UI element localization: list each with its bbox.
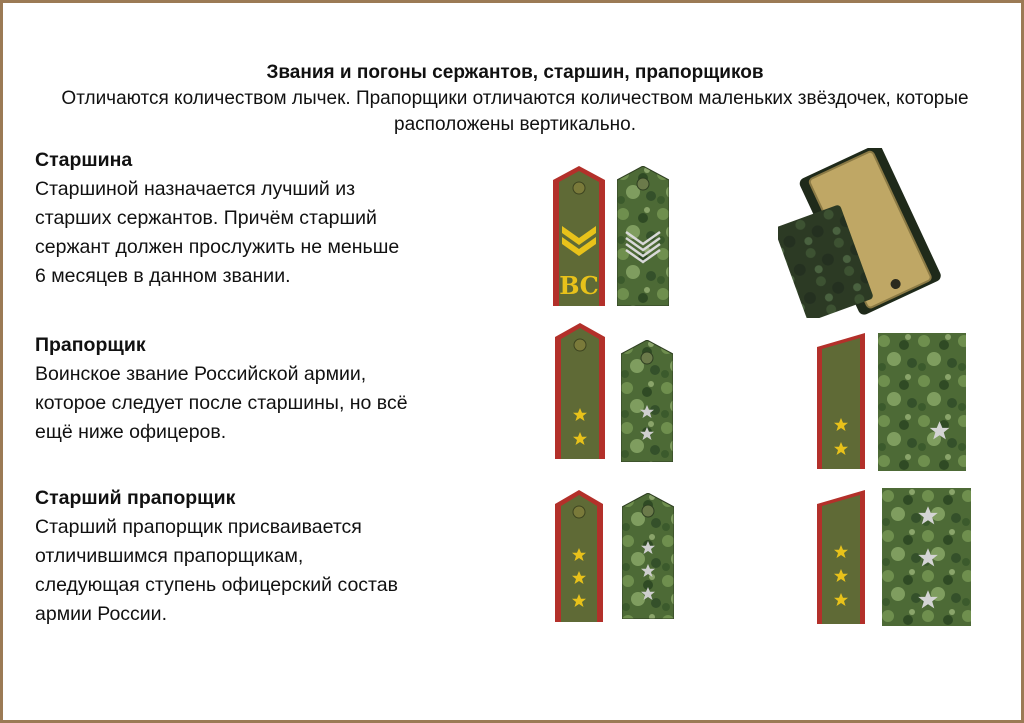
praporshchik-olive-strap-photo <box>817 333 865 469</box>
praporshchik-camo-strap-photo <box>878 333 966 471</box>
section-line: армии России. <box>35 603 167 625</box>
starshina-camo-shoulder-strap <box>617 166 669 306</box>
button-icon <box>642 505 654 517</box>
button-icon <box>637 178 649 190</box>
section-line: отличившимся прапорщикам, <box>35 545 304 567</box>
section-line: которое следует после старшины, но всё <box>35 392 408 414</box>
senior-praporshchik-olive-shoulder-strap <box>555 490 603 622</box>
button-icon <box>573 182 585 194</box>
section-heading: Прапорщик <box>35 334 146 356</box>
button-icon <box>573 506 585 518</box>
senior-praporshchik-camo-shoulder-strap <box>622 493 674 619</box>
senior-praporshchik-olive-strap-photo <box>817 490 865 624</box>
senior-praporshchik-camo-strap-photo <box>882 488 971 626</box>
title-block <box>40 60 990 138</box>
praporshchik-camo-shoulder-strap <box>621 340 673 462</box>
button-icon <box>641 352 653 364</box>
section-senior-praporshchik <box>35 484 505 629</box>
starshina-olive-shoulder-strap <box>553 166 605 306</box>
button-icon <box>574 339 586 351</box>
section-heading: Старшина <box>35 149 133 171</box>
page-subtitle: Отличаются количеством лычек. Прапорщики отличаются количеством маленьких звёздочек, которые расположены вертикально. <box>61 88 969 135</box>
section-heading: Старший прапорщик <box>35 487 236 509</box>
section-line: Старшиной назначается лучший из <box>35 178 356 200</box>
section-line: следующая ступень офицерский состав <box>35 574 398 596</box>
section-praporshchik <box>35 331 505 447</box>
section-line: старших сержантов. Причём старший <box>35 207 377 229</box>
strap-letters: ВС <box>559 271 599 300</box>
section-line: ещё ниже офицеров. <box>35 421 227 443</box>
starshina-folded-strap-photo <box>778 148 948 318</box>
section-line: Старший прапорщик присваивается <box>35 516 362 538</box>
section-line: сержант должен прослужить не меньше <box>35 236 400 258</box>
section-line: Воинское звание Российской армии, <box>35 363 367 385</box>
section-starshina <box>35 146 505 291</box>
praporshchik-olive-shoulder-strap <box>555 323 605 459</box>
section-line: 6 месяцев в данном звании. <box>35 265 291 287</box>
page-title: Звания и погоны сержантов, старшин, прапорщиков <box>266 62 764 83</box>
